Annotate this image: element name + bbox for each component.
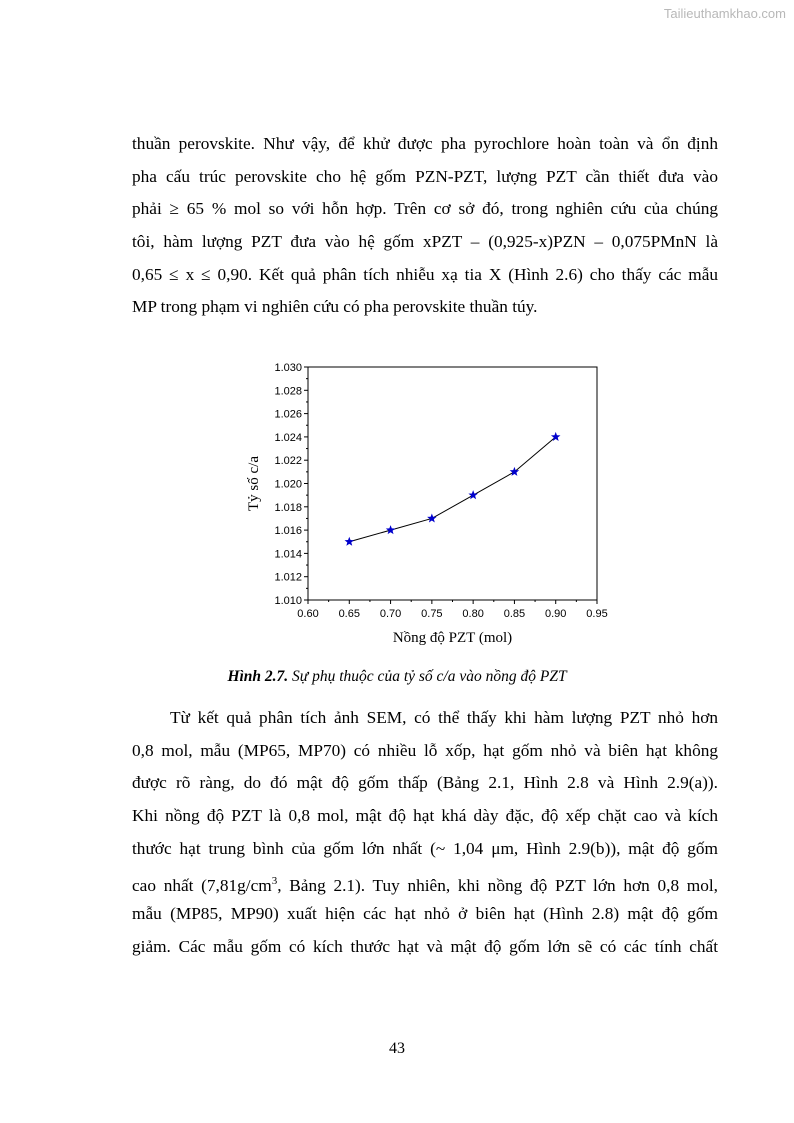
y-tick-label: 1.020 bbox=[274, 478, 302, 491]
x-tick-label: 0.95 bbox=[586, 608, 608, 620]
x-tick-label: 0.85 bbox=[503, 608, 526, 620]
text-line: giảm. Các mẫu gốm có kích thước hạt và mật độ gốm lớn sẽ có các tính chất bbox=[132, 936, 718, 956]
text-line: 0,8 mol, mẫu (MP65, MP70) có nhiều lỗ xốp, hạt gốm nhỏ và biên hạt không bbox=[132, 740, 718, 760]
data-point-star bbox=[386, 525, 396, 534]
text-line bbox=[132, 865, 718, 898]
page-number: 43 bbox=[389, 1040, 405, 1057]
data-point-star bbox=[345, 537, 355, 546]
x-tick-label: 0.75 bbox=[421, 608, 443, 620]
y-tick-label: 1.014 bbox=[274, 548, 302, 561]
text-line: mẫu (MP85, MP90) xuất hiện các hạt nhỏ ở biên hạt (Hình 2.8) mật độ gốm bbox=[132, 904, 718, 924]
text-span: , Bảng 2.1). Tuy nhiên, khi nồng độ PZT lớn hơn 0,8 mol, bbox=[277, 876, 718, 896]
y-tick-label: 1.012 bbox=[274, 571, 302, 584]
y-tick-label: 1.022 bbox=[274, 455, 302, 468]
paragraph-1 bbox=[132, 128, 718, 324]
text-line: MP trong phạm vi nghiên cứu có pha perovskite thuần túy. bbox=[132, 297, 538, 317]
data-point-star bbox=[510, 467, 520, 476]
y-axis-title: Tỷ số c/a bbox=[246, 456, 262, 511]
text-span: cao nhất (7,81g/cm bbox=[132, 876, 272, 896]
text-line: Khi nồng độ PZT là 0,8 mol, mật độ hạt khá dày đặc, độ xếp chặt cao và kích bbox=[132, 806, 718, 826]
x-tick-label: 0.80 bbox=[462, 608, 484, 620]
paragraph-2 bbox=[132, 702, 718, 964]
text-line: tôi, hàm lượng PZT đưa vào hệ gốm xPZT – (0,925-x)PZN – 0,075PMnN là bbox=[132, 232, 718, 252]
plot-frame bbox=[308, 367, 597, 600]
caption-text: Sự phụ thuộc của tỷ số c/a vào nồng độ PZT bbox=[288, 668, 567, 685]
data-point-star bbox=[427, 513, 437, 522]
caption-label: Hình 2.7. bbox=[227, 668, 289, 685]
y-tick-label: 1.028 bbox=[274, 385, 302, 398]
x-axis bbox=[297, 600, 607, 620]
x-tick-label: 0.90 bbox=[545, 608, 567, 620]
text-line: Từ kết quả phân tích ảnh SEM, có thể thấy khi hàm lượng PZT nhỏ hơn bbox=[170, 708, 718, 727]
text-line: thước hạt trung bình của gốm lớn nhất (~ 1,04 μm, Hình 2.9(b)), mật độ gốm bbox=[132, 838, 718, 858]
x-tick-label: 0.70 bbox=[379, 608, 402, 620]
y-tick-label: 1.018 bbox=[274, 501, 302, 514]
data-point-star bbox=[468, 490, 478, 499]
watermark: Tailieuthamkhao.com bbox=[663, 6, 786, 21]
x-tick-label: 0.60 bbox=[297, 608, 319, 620]
y-tick-label: 1.026 bbox=[274, 408, 302, 421]
y-tick-label: 1.024 bbox=[274, 431, 302, 444]
y-tick-label: 1.016 bbox=[274, 525, 302, 538]
chart-ca-vs-pzt bbox=[232, 355, 622, 655]
series-line bbox=[349, 437, 555, 542]
text-line: phải ≥ 65 % mol so với hỗn hợp. Trên cơ sở đó, trong nghiên cứu của chúng bbox=[132, 199, 718, 219]
text-line: pha cấu trúc perovskite cho hệ gốm PZN-PZT, lượng PZT cần thiết đưa vào bbox=[132, 166, 718, 186]
x-axis-title: Nồng độ PZT (mol) bbox=[392, 630, 513, 646]
text-line: 0,65 ≤ x ≤ 0,90. Kết quả phân tích nhiễu xạ tia X (Hình 2.6) cho thấy các mẫu bbox=[132, 264, 718, 284]
y-tick-label: 1.010 bbox=[274, 595, 302, 607]
text-line: thuần perovskite. Như vậy, để khử được pha pyrochlore hoàn toàn và ổn định bbox=[132, 134, 718, 153]
y-tick-label: 1.030 bbox=[274, 362, 302, 374]
figure-caption bbox=[0, 668, 794, 686]
x-tick-label: 0.65 bbox=[338, 608, 360, 620]
y-axis bbox=[274, 362, 308, 607]
superscript: 3 bbox=[271, 875, 278, 888]
text-line: được rõ ràng, do đó mật độ gốm thấp (Bảng 2.1, Hình 2.8 và Hình 2.9(a)). bbox=[132, 773, 718, 793]
data-points bbox=[345, 432, 561, 546]
